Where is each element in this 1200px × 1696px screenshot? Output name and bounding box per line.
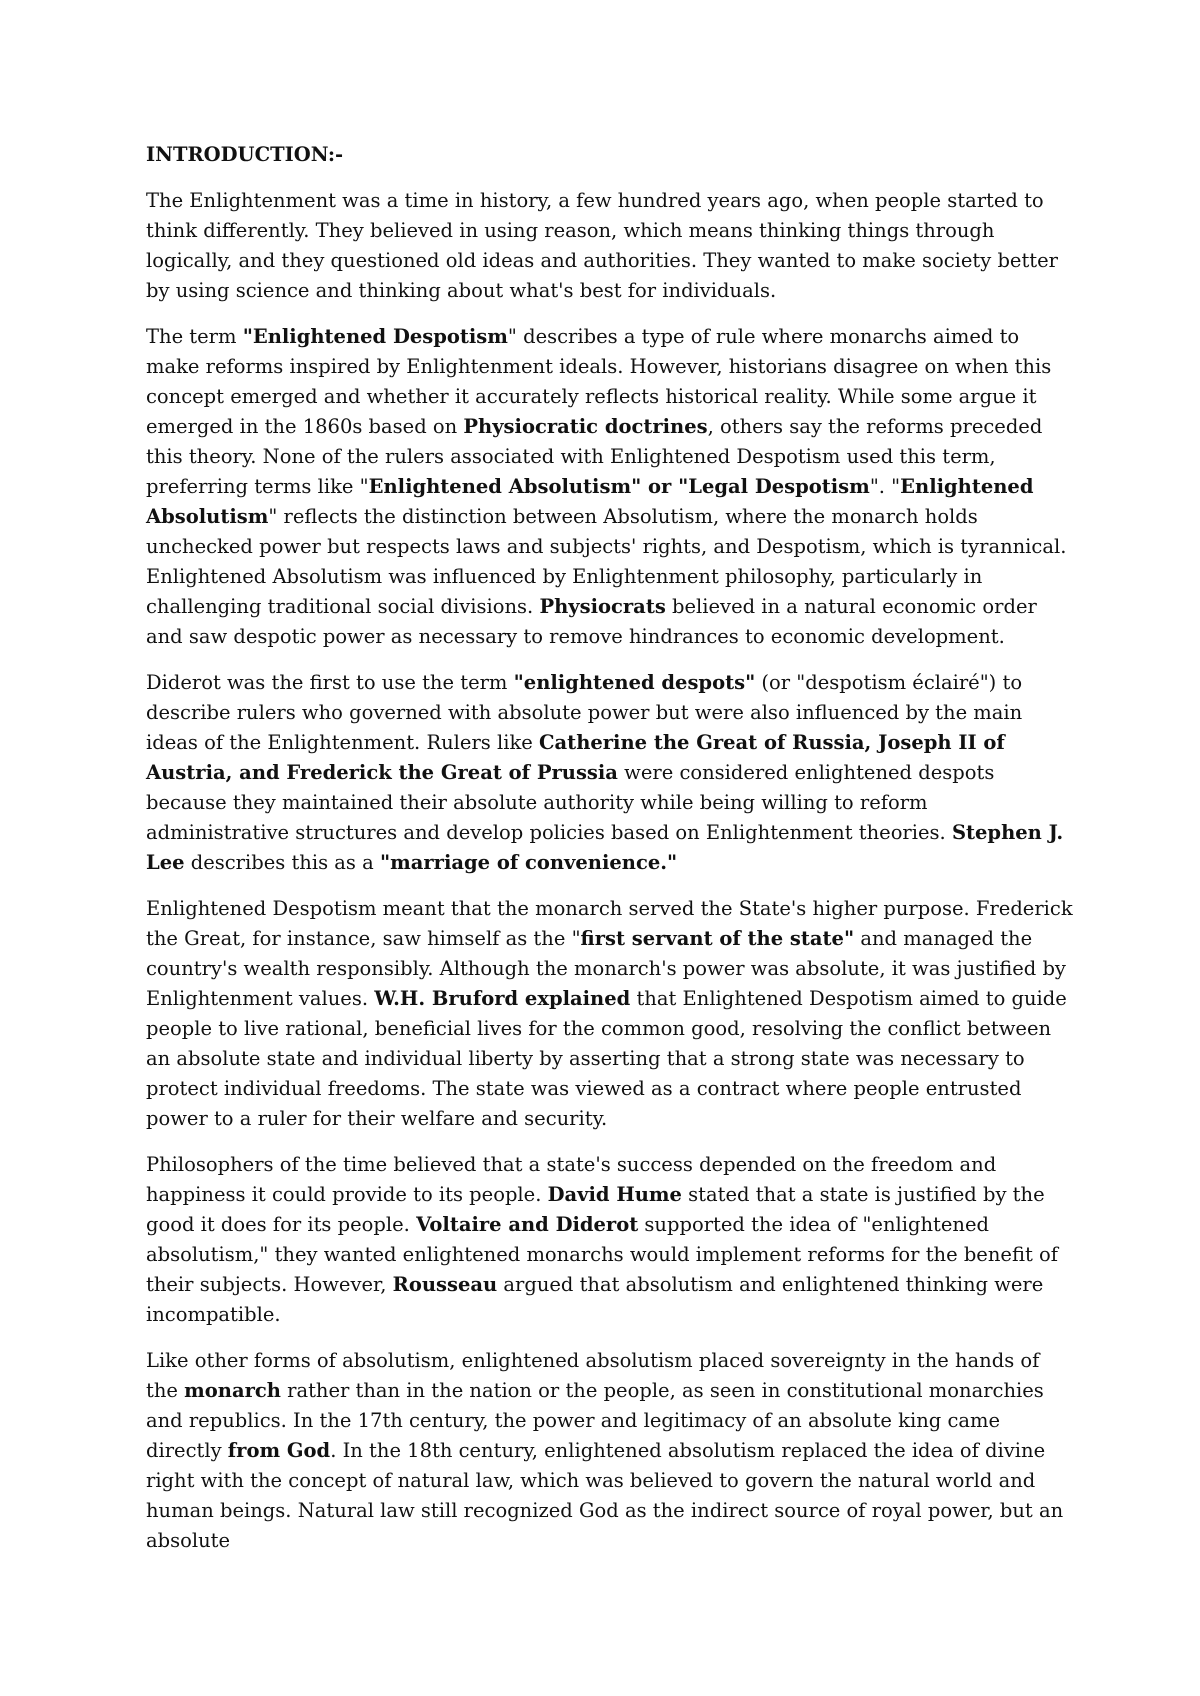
bold-text-run: Physiocratic doctrines [463,415,708,438]
text-run: were considered enlightened despots because they maintained their absolute authority while being willing to reform administrative structures and develop policies based on Enlightenment theories. [146,761,995,844]
paragraph [146,322,1076,652]
bold-text-run: W.H. Bruford explained [374,987,631,1010]
bold-text-run: Catherine the Great of Russia, Joseph II of Austria, and Frederick the Great of Prussia [146,731,1005,784]
text-run: , others say the reforms preceded this theory. None of the rulers associated with Enlightened Despotism used this term, preferring terms like " [146,415,1043,498]
text-run: believed in a natural economic order and saw despotic power as necessary to remove hindrances to economic development. [146,595,1037,648]
document-body [146,186,1076,1556]
paragraph [146,1150,1076,1330]
text-run: supported the idea of "enlightened absolutism," they wanted enlightened monarchs would implement reforms for the benefit of their subjects. However, [146,1213,1058,1296]
bold-text-run: Stephen J. Lee [146,821,1064,874]
text-run: " describes a type of rule where monarchs aimed to make reforms inspired by Enlightenment ideals. However, historians disagree on when this concept emerged and whether it accurately reflects historical reality. While some argue it emerged in the 1860s based on [146,325,1052,438]
document-page [146,140,1076,1572]
bold-text-run: first servant of the state" [580,927,855,950]
section-heading: INTRODUCTION:- [146,143,344,166]
bold-text-run: from God [227,1439,331,1462]
text-run: Philosophers of the time believed that a state's success depended on the freedom and happiness it could provide to its people. [146,1153,997,1206]
paragraph [146,668,1076,878]
bold-text-run: monarch [184,1379,281,1402]
text-run: describes this as a [184,851,380,874]
bold-text-run: Enlightened Absolutism [146,475,1034,528]
paragraph [146,894,1076,1134]
bold-text-run: Physiocrats [539,595,666,618]
text-run: Diderot was the first to use the term [146,671,514,694]
bold-text-run: "Enlightened Despotism [242,325,508,348]
bold-text-run: David Hume [547,1183,682,1206]
text-run: The Enlightenment was a time in history, a few hundred years ago, when people started to think differently. They believed in using reason, which means thinking things through logically, and they questioned old ideas and authorities. They wanted to make society better by using science and thinking about what's best for individuals. [146,189,1058,302]
bold-text-run: Rousseau [392,1273,498,1296]
text-run: rather than in the nation or the people, as seen in constitutional monarchies and republics. In the 17th century, the power and legitimacy of an absolute king came directly [146,1379,1044,1462]
text-run: (or "despotism éclairé") to describe rulers who governed with absolute power but were also influenced by the main ideas of the Enlightenment. Rulers like [146,671,1023,754]
text-run: stated that a state is justified by the good it does for its people. [146,1183,1045,1236]
paragraph [146,186,1076,306]
bold-text-run: "marriage of convenience." [379,851,678,874]
text-run: and managed the country's wealth responsibly. Although the monarch's power was absolute, it was justified by Enlightenment values. [146,927,1066,1010]
text-run: Like other forms of absolutism, enlightened absolutism placed sovereignty in the hands of the [146,1349,1040,1402]
text-run: " reflects the distinction between Absolutism, where the monarch holds unchecked power but respects laws and subjects' rights, and Despotism, which is tyrannical. Enlightened Absolutism was influenced by Enlightenment philosophy, particularly in challenging traditional social divisions. [146,505,1067,618]
bold-text-run: Enlightened Absolutism" or "Legal Despotism [368,475,870,498]
text-run: that Enlightened Despotism aimed to guide people to live rational, beneficial lives for the common good, resolving the conflict between an absolute state and individual liberty by asserting that a strong state was necessary to protect individual freedoms. The state was viewed as a contract where people entrusted power to a ruler for their welfare and security. [146,987,1067,1130]
text-run: Enlightened Despotism meant that the monarch served the State's higher purpose. Frederick the Great, for instance, saw himself as the " [146,897,1073,950]
paragraph [146,1346,1076,1556]
text-run: ". " [869,475,901,498]
text-run: The term [146,325,243,348]
bold-text-run: "enlightened despots" [513,671,756,694]
bold-text-run: Voltaire and Diderot [416,1213,639,1236]
text-run: . In the 18th century, enlightened absolutism replaced the idea of divine right with the concept of natural law, which was believed to govern the natural world and human beings. Natural law still recognized God as the indirect source of royal power, but an absolute [146,1439,1064,1552]
text-run: argued that absolutism and enlightened thinking were incompatible. [146,1273,1044,1326]
